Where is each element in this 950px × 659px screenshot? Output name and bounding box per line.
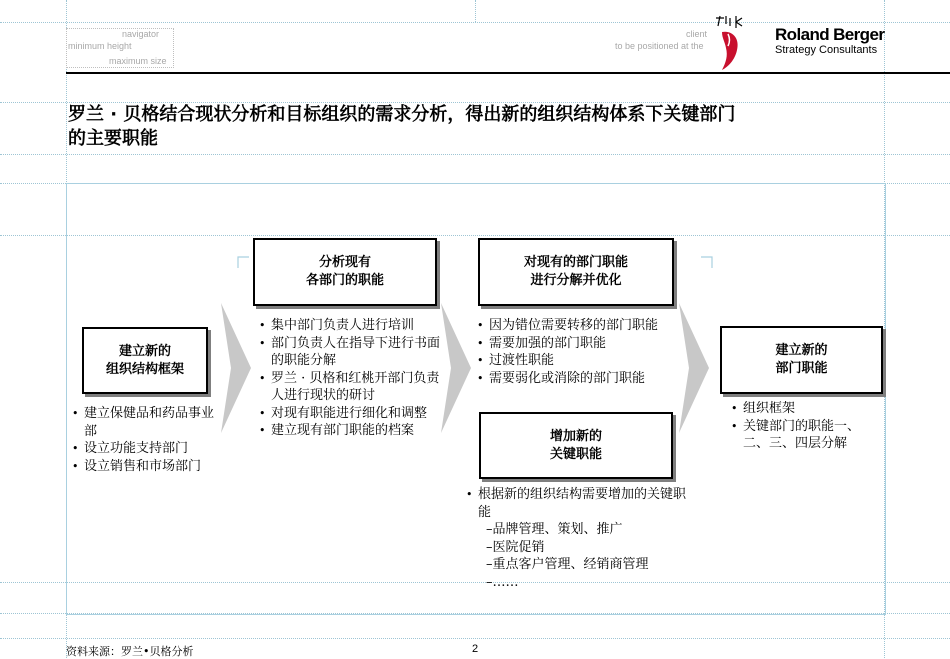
box-org-framework-line-2: 组织结构框架 bbox=[105, 361, 184, 377]
list-item: • 需要加强的部门职能 bbox=[477, 335, 677, 353]
guide-line bbox=[0, 638, 950, 639]
box-add-new-line-1: 增加新的 bbox=[549, 428, 602, 444]
bracket-corner-left bbox=[237, 256, 249, 268]
page-title bbox=[68, 103, 888, 151]
guide-line bbox=[475, 0, 476, 22]
client-logo-icon bbox=[710, 12, 746, 72]
list-item: • 关键部门的职能一、二、三、四层分解 bbox=[731, 418, 865, 453]
guide-line bbox=[0, 22, 950, 23]
client-note: to be positioned at the bbox=[615, 41, 704, 51]
box-org-framework bbox=[82, 327, 208, 394]
new-dept-bullet-list bbox=[731, 400, 865, 453]
max-size-label: maximum size bbox=[109, 56, 167, 66]
chevron-arrow-icon bbox=[441, 303, 471, 433]
list-item: • 部门负责人在指导下进行书面的职能分解 bbox=[259, 335, 445, 370]
list-item: • 罗兰 · 贝格和红桃开部门负责人进行现状的研讨 bbox=[259, 370, 445, 405]
box-optimize-line-1: 对现有的部门职能 bbox=[523, 255, 628, 270]
client-label: client bbox=[686, 29, 708, 39]
list-item: • 设立功能支持部门 bbox=[72, 440, 218, 458]
box-analyze-line-2: 各部门的职能 bbox=[305, 273, 384, 288]
optimize-bullet-list bbox=[477, 317, 677, 387]
list-item: –品牌管理、策划、推广 bbox=[486, 522, 623, 537]
list-item: –医院促销 bbox=[486, 539, 545, 555]
analyze-bullet-list bbox=[259, 317, 445, 440]
chevron-arrow-icon bbox=[221, 303, 251, 433]
page-title-line-1: 罗兰 · 贝格结合现状分析和目标组织的需求分析，得出新的组织结构体系下关键部门 bbox=[68, 104, 736, 125]
list-item: • 组织框架 bbox=[731, 400, 865, 418]
list-item: • 因为错位需要转移的部门职能 bbox=[477, 317, 677, 335]
add-new-bullet-list bbox=[466, 486, 694, 591]
box-new-dept-functions bbox=[720, 326, 883, 394]
box-analyze-line-1: 分析现有 bbox=[318, 255, 371, 270]
box-new-dept-line-1: 建立新的 bbox=[775, 343, 828, 358]
list-item: • 对现有职能进行细化和调整 bbox=[259, 405, 445, 423]
brand-subtitle: Strategy Consultants bbox=[775, 44, 878, 56]
bracket-corner-right bbox=[701, 256, 713, 268]
box-org-framework-line-1: 建立新的 bbox=[118, 343, 171, 359]
header-rule bbox=[66, 72, 950, 74]
box-optimize-line-2: 进行分解并优化 bbox=[530, 273, 622, 288]
box-optimize-functions bbox=[478, 238, 674, 306]
guide-line bbox=[0, 154, 950, 155]
page-number: 2 bbox=[472, 643, 479, 655]
chevron-arrow-icon bbox=[679, 303, 709, 433]
list-item: • 建立现有部门职能的档案 bbox=[259, 422, 445, 440]
navigator-label: navigator bbox=[122, 29, 160, 39]
list-item: • 集中部门负责人进行培训 bbox=[259, 317, 445, 335]
min-height-label: minimum height bbox=[68, 41, 132, 51]
list-item: • 过渡性职能 bbox=[477, 352, 677, 370]
page-title-line-2: 的主要职能 bbox=[68, 128, 158, 149]
brand-name: Roland Berger bbox=[775, 25, 885, 44]
list-item: • 根据新的组织结构需要增加的关键职能 bbox=[466, 486, 694, 521]
box-add-new-line-2: 关键职能 bbox=[549, 446, 602, 462]
list-item: • 建立保健品和药品事业部 bbox=[72, 405, 218, 440]
framework-bullet-list bbox=[72, 405, 218, 475]
list-item: • 设立销售和市场部门 bbox=[72, 458, 218, 476]
box-add-key-functions bbox=[479, 412, 673, 479]
source-note: 资料来源：罗兰•贝格分析 bbox=[66, 645, 194, 658]
list-item: • 需要弱化或消除的部门职能 bbox=[477, 370, 677, 388]
box-new-dept-line-2: 部门职能 bbox=[775, 361, 828, 376]
box-analyze-functions bbox=[253, 238, 437, 306]
list-item: –…… bbox=[486, 574, 519, 590]
list-item: –重点客户管理、经销商管理 bbox=[486, 557, 649, 572]
